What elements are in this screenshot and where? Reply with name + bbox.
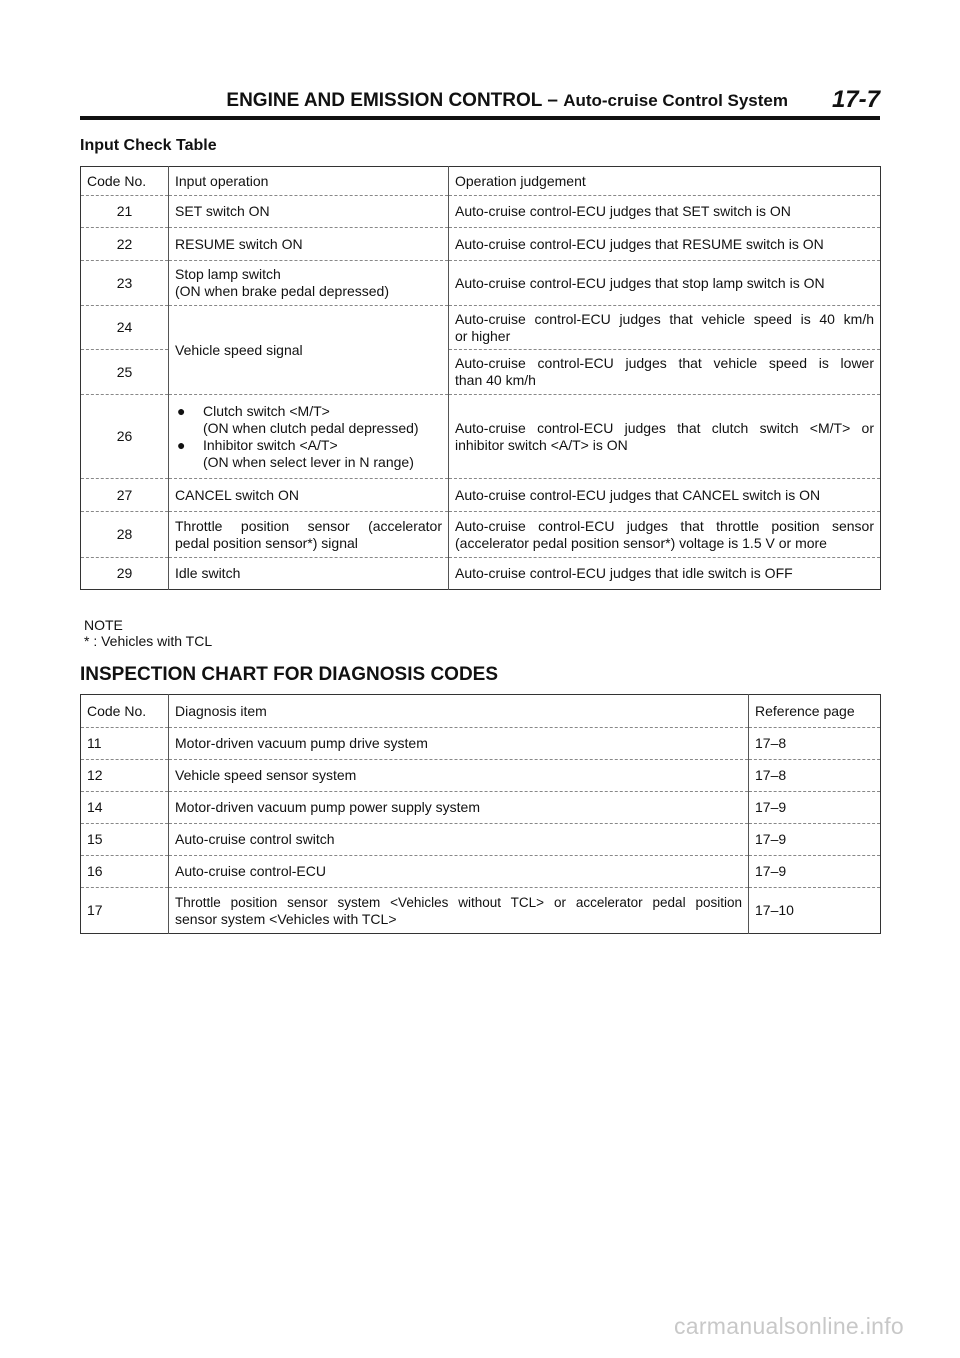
note-text: * : Vehicles with TCL [84,633,213,649]
input-cell: RESUME switch ON [169,228,449,261]
code-cell: 11 [81,728,169,760]
item-cell: Vehicle speed sensor system [169,760,749,792]
input-check-title: Input Check Table [80,137,217,154]
input-line: (ON when select lever in N range) [203,453,414,470]
header-code: Code No. [87,172,147,189]
page-header [80,86,880,120]
code-cell: 12 [81,760,169,792]
code-cell: 26 [81,395,169,479]
header-title-sub: Auto-cruise Control System [563,91,788,110]
header-judgement: Operation judgement [449,167,881,196]
judgement-cell [449,350,881,395]
judgement-cell: Auto-cruise control-ECU judges that RESUME switch is ON [449,228,881,261]
judgement-line: Auto-cruise control-ECU judges that vehicle speed is lower [455,355,874,371]
input-cell: SET switch ON [169,196,449,228]
header-item: Diagnosis item [169,695,749,728]
judgement-line: or higher [455,327,511,344]
table-row [81,261,881,306]
input-line: Clutch switch <M/T> [203,402,330,419]
judgement-line: (accelerator pedal position sensor*) voltage is 1.5 V or more [455,534,827,551]
ref-cell: 17–8 [749,760,881,792]
header-title-dash: – [547,90,558,111]
note-label: NOTE [84,617,123,633]
input-check-table [80,166,881,590]
table-row [81,792,881,824]
item-line: Throttle position sensor system <Vehicles without TCL> or accelerator pedal position [175,894,742,910]
judgement-cell: Auto-cruise control-ECU judges that SET switch is ON [449,196,881,228]
code-cell: 15 [81,824,169,856]
table-row [81,856,881,888]
judgement-line: than 40 km/h [455,372,536,388]
input-cell [169,395,449,479]
item-cell: Motor-driven vacuum pump power supply system [169,792,749,824]
table-row [81,760,881,792]
ref-cell: 17–9 [749,856,881,888]
table-row [81,228,881,261]
table-row [81,824,881,856]
judgement-line: Auto-cruise control-ECU judges that vehicle speed is 40 km/h [455,310,874,327]
code-cell: 24 [81,306,169,350]
header-title [226,90,788,112]
table-header-row [81,695,881,728]
ref-cell: 17–9 [749,824,881,856]
bullet-icon: ● [177,436,186,453]
judgement-cell: Auto-cruise control-ECU judges that stop lamp switch is ON [449,261,881,306]
judgement-cell [449,512,881,558]
code-cell: 27 [81,479,169,512]
input-line: pedal position sensor*) signal [175,534,358,551]
item-cell: Auto-cruise control-ECU [169,856,749,888]
code-cell: 16 [81,856,169,888]
table-header-row [81,167,881,196]
table-row [81,479,881,512]
code-cell: 21 [81,196,169,228]
input-line: Inhibitor switch <A/T> [203,436,338,453]
input-line: (ON when clutch pedal depressed) [203,419,419,436]
header-title-main: ENGINE AND EMISSION CONTROL [226,90,543,111]
header-code: Code No. [87,702,147,719]
input-line: (ON when brake pedal depressed) [175,283,390,299]
diagnosis-chart-title: INSPECTION CHART FOR DIAGNOSIS CODES [80,664,499,685]
judgement-cell [449,395,881,479]
judgement-line: Auto-cruise control-ECU judges that throttle position sensor [455,517,874,534]
code-cell: 17 [81,888,169,934]
item-cell: Motor-driven vacuum pump drive system [169,728,749,760]
item-cell: Auto-cruise control switch [169,824,749,856]
input-cell: CANCEL switch ON [169,479,449,512]
page-number: 17-7 [831,86,880,113]
item-cell [169,888,749,934]
ref-cell: 17–9 [749,792,881,824]
judgement-line: inhibitor switch <A/T> is ON [455,436,628,453]
code-cell: 22 [81,228,169,261]
input-cell: Vehicle speed signal [169,306,449,395]
code-cell: 23 [81,261,169,306]
judgement-cell: Auto-cruise control-ECU judges that CANCEL switch is ON [449,479,881,512]
input-line: Stop lamp switch [175,266,281,282]
item-line: sensor system <Vehicles with TCL> [175,910,397,927]
watermark: carmanualsonline.info [673,1313,904,1339]
table-row [81,558,881,590]
judgement-cell [449,306,881,350]
input-cell [169,261,449,306]
code-cell: 28 [81,512,169,558]
table-row [81,395,881,479]
input-line: Throttle position sensor (accelerator [175,517,442,534]
input-cell [169,512,449,558]
judgement-cell: Auto-cruise control-ECU judges that idle switch is OFF [449,558,881,590]
table-row [81,728,881,760]
ref-cell: 17–8 [749,728,881,760]
table-row [81,512,881,558]
header-ref: Reference page [749,695,881,728]
table-row [81,196,881,228]
judgement-line: Auto-cruise control-ECU judges that clutch switch <M/T> or [455,419,874,436]
code-cell: 25 [81,350,169,395]
input-cell: Idle switch [169,558,449,590]
header-input: Input operation [169,167,449,196]
table-row [81,306,881,350]
code-cell: 14 [81,792,169,824]
diagnosis-table [80,694,881,934]
bullet-icon: ● [177,402,186,419]
ref-cell: 17–10 [749,888,881,934]
table-row [81,888,881,934]
code-cell: 29 [81,558,169,590]
